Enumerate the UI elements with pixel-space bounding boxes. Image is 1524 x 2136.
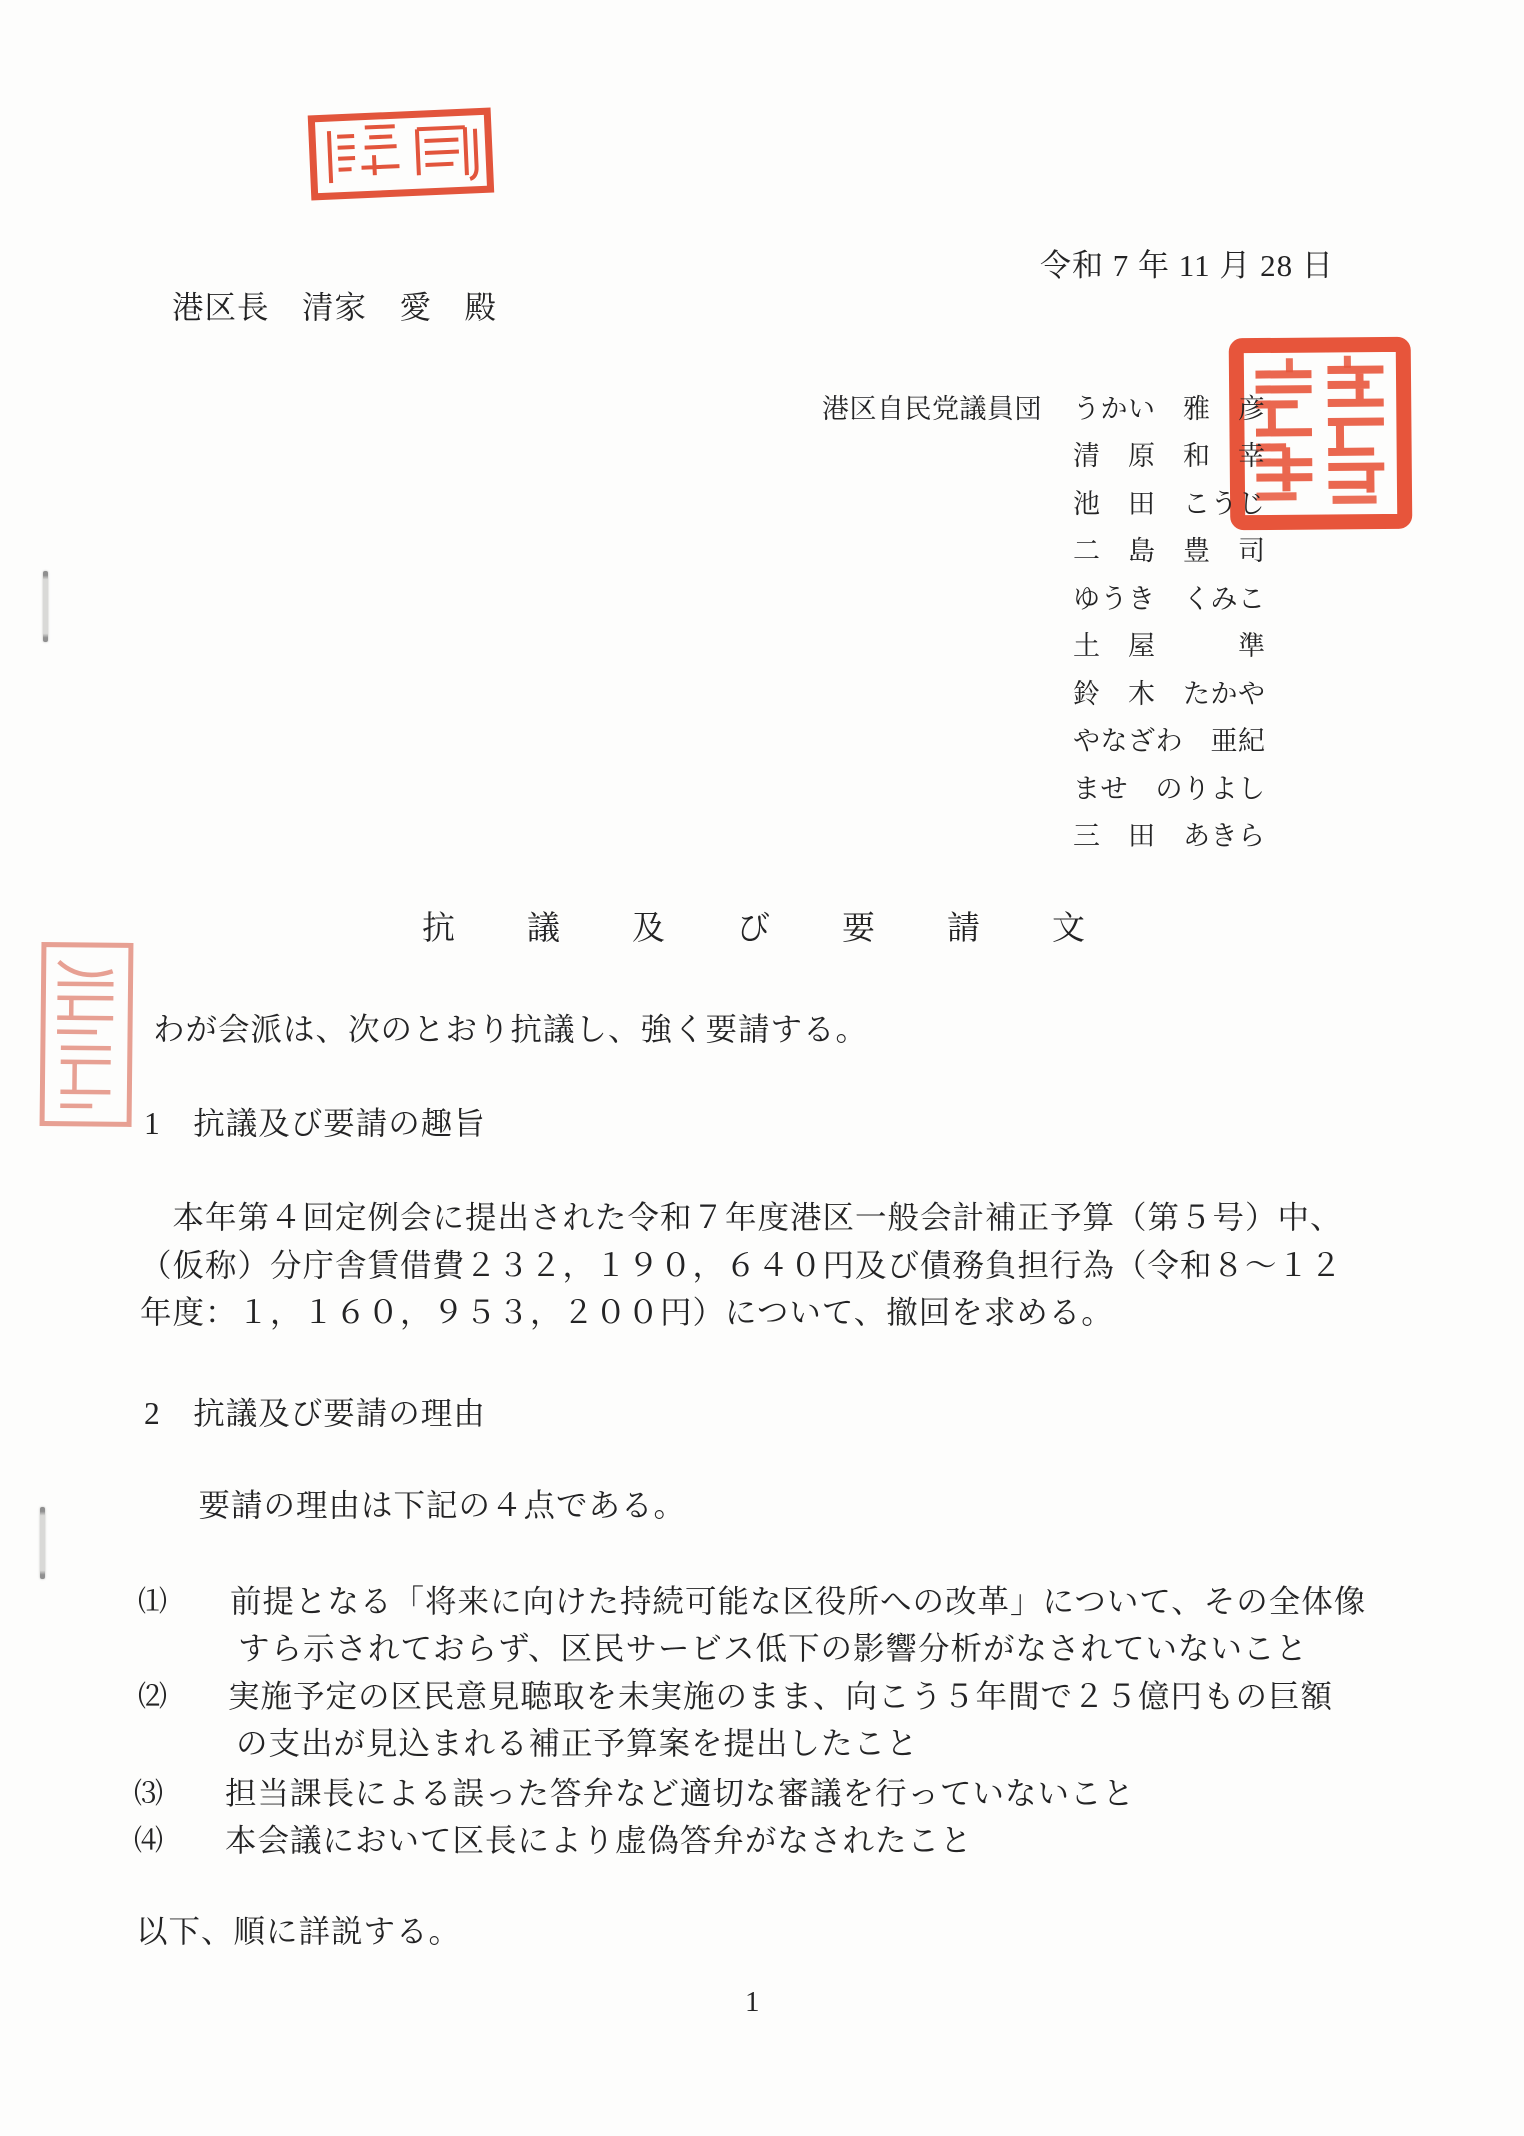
section2-intro: 要請の理由は下記の４点である。 [166, 1488, 687, 1523]
section2-heading: 2 抗議及び要請の理由 [144, 1396, 486, 1431]
reason-line: 本会議において区長により虚偽答弁がなされたこと [225, 1823, 973, 1858]
reason-marker: ⑴ [138, 1586, 169, 1618]
reason-marker: ⑶ [134, 1778, 165, 1810]
section1-body-line: 本年第４回定例会に提出された令和７年度港区一般会計補正予算（第５号）中、 [140, 1200, 1343, 1235]
signatory-name: 鈴 木 たかや [1073, 679, 1266, 709]
reason-line: 実施予定の区民意見聴取を未実施のまま、向こう５年間で２５億円もの巨額 [228, 1679, 1334, 1714]
side-seal-stamp [39, 942, 135, 1129]
staple-mark-top [43, 571, 48, 642]
staple-mark-bottom [40, 1507, 45, 1579]
signatory-name: 清 原 和 幸 [1073, 441, 1266, 471]
signatory-name: 土 屋 準 [1073, 631, 1266, 661]
document-date: 令和 7 年 11 月 28 日 [1040, 248, 1334, 283]
signatory-name: うかい 雅 彦 [1073, 394, 1266, 424]
reason-line: 担当課長による誤った答弁など適切な審議を行っていないこと [225, 1776, 1136, 1811]
document-title: 抗 議 及 び 要 請 文 [422, 911, 1087, 947]
signatory-name: 二 島 豊 司 [1073, 536, 1266, 566]
addressee-line: 港区長 清家 愛 殿 [172, 290, 498, 325]
signatory-name: ゆうき くみこ [1073, 584, 1266, 614]
reason-line: 前提となる「将来に向けた持続可能な区役所への改革」について、その全体像 [230, 1584, 1367, 1619]
section1-body-line: （仮称）分庁舎賃借費２３２，１９０，６４０円及び債務負担行為（令和８～１２ [140, 1248, 1343, 1283]
header-seal-stamp [306, 106, 496, 204]
closing-statement: 以下、順に詳説する。 [136, 1914, 462, 1949]
reason-line: の支出が見込まれる補正予算案を提出したこと [236, 1726, 919, 1761]
signatory-name: 池 田 こうじ [1073, 489, 1266, 519]
section1-body-line: 年度：１，１６０，９５３，２００円）について、撤回を求める。 [140, 1295, 1114, 1330]
reason-marker: ⑷ [134, 1825, 165, 1857]
section1-heading: 1 抗議及び要請の趣旨 [144, 1106, 486, 1141]
reason-line: すら示されておらず、区民サービス低下の影響分析がなされていないこと [238, 1631, 1308, 1666]
sender-organization: 港区自民党議員団 [822, 394, 1042, 424]
page-number: 1 [745, 1986, 761, 2018]
opening-statement: わが会派は、次のとおり抗議し、強く要請する。 [153, 1012, 869, 1047]
signatory-name: やなざわ 亜紀 [1073, 726, 1266, 756]
signatory-name: 三 田 あきら [1073, 821, 1266, 851]
signatory-name: ませ のりよし [1073, 774, 1266, 804]
reason-marker: ⑵ [138, 1681, 169, 1713]
